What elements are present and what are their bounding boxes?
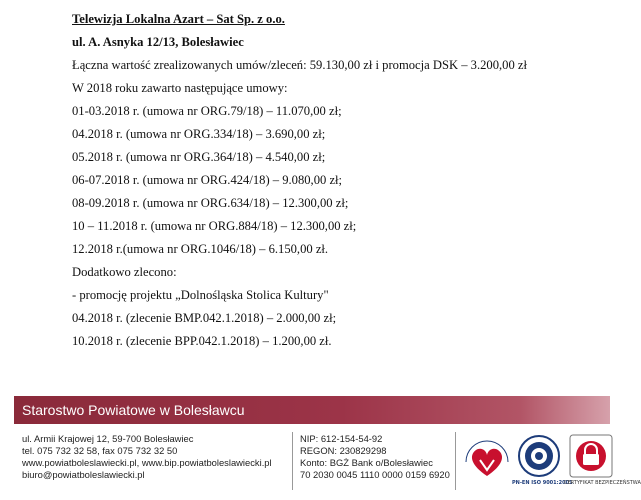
contract-line: 12.2018 r.(umowa nr ORG.1046/18) – 6.150,00 zł. [72,242,329,256]
footer-title: Starostwo Powiatowe w Bolesławcu [22,402,245,418]
contract-line: 01-03.2018 r. (umowa nr ORG.79/18) – 11.070,00 zł; [72,104,342,118]
footer-website: www.powiatboleslawiecki.pl, www.bip.powiatboleslawiecki.pl [22,457,272,468]
iso-certificate-logo [512,432,573,492]
contracts-intro: W 2018 roku zawarto następujące umowy: [72,81,288,95]
contract-line: 08-09.2018 r. (umowa nr ORG.634/18) – 12.300,00 zł; [72,196,349,210]
footer-divider [455,432,456,490]
total-value-line: Łączna wartość zrealizowanych umów/zleceń: 59.130,00 zł i promocja DSK – 3.200,00 zł [72,58,527,72]
contract-line: 06-07.2018 r. (umowa nr ORG.424/18) – 9.080,00 zł; [72,173,343,187]
footer-email: biuro@powiatboleslawiecki.pl [22,469,145,480]
promotion-line: - promocję projektu „Dolnośląska Stolica Kultury" [72,288,329,302]
footer-divider [292,432,293,490]
footer-account: 70 2030 0045 1110 0000 0159 6920 [300,469,450,480]
contract-line: 04.2018 r. (umowa nr ORG.334/18) – 3.690,00 zł; [72,127,326,141]
powiaty-association-icon [460,432,514,492]
footer-regon: REGON: 230829298 [300,445,387,456]
order-line: 10.2018 r. (zlecenie BPP.042.1.2018) – 1.200,00 zł. [72,334,332,348]
additional-intro: Dodatkowo zlecono: [72,265,177,279]
order-line: 04.2018 r. (zlecenie BMP.042.1.2018) – 2.000,00 zł; [72,311,337,325]
company-address: ul. A. Asnyka 12/13, Bolesławiec [72,35,244,49]
contract-line: 10 – 11.2018 r. (umowa nr ORG.884/18) – 12.300,00 zł; [72,219,357,233]
footer-bank: Konto: BGŻ Bank o/Bolesławiec [300,457,433,468]
footer-registry [300,433,450,481]
footer-address: ul. Armii Krajowej 12, 59-700 Bolesławiec [22,433,194,444]
powiaty-association-logo [460,432,514,492]
iso-caption: PN-EN ISO 9001:2001 [512,480,573,486]
security-caption: CERTYFIKAT BEZPIECZEŃSTWA [564,480,641,486]
contract-line: 05.2018 r. (umowa nr ORG.364/18) – 4.540,00 zł; [72,150,326,164]
footer-contact [22,433,272,481]
footer-phone: tel. 075 732 32 58, fax 075 732 32 50 [22,445,178,456]
security-certificate-logo [564,432,641,492]
company-name: Telewizja Lokalna Azart – Sat Sp. z o.o. [72,12,285,26]
footer-nip: NIP: 612-154-54-92 [300,433,383,444]
